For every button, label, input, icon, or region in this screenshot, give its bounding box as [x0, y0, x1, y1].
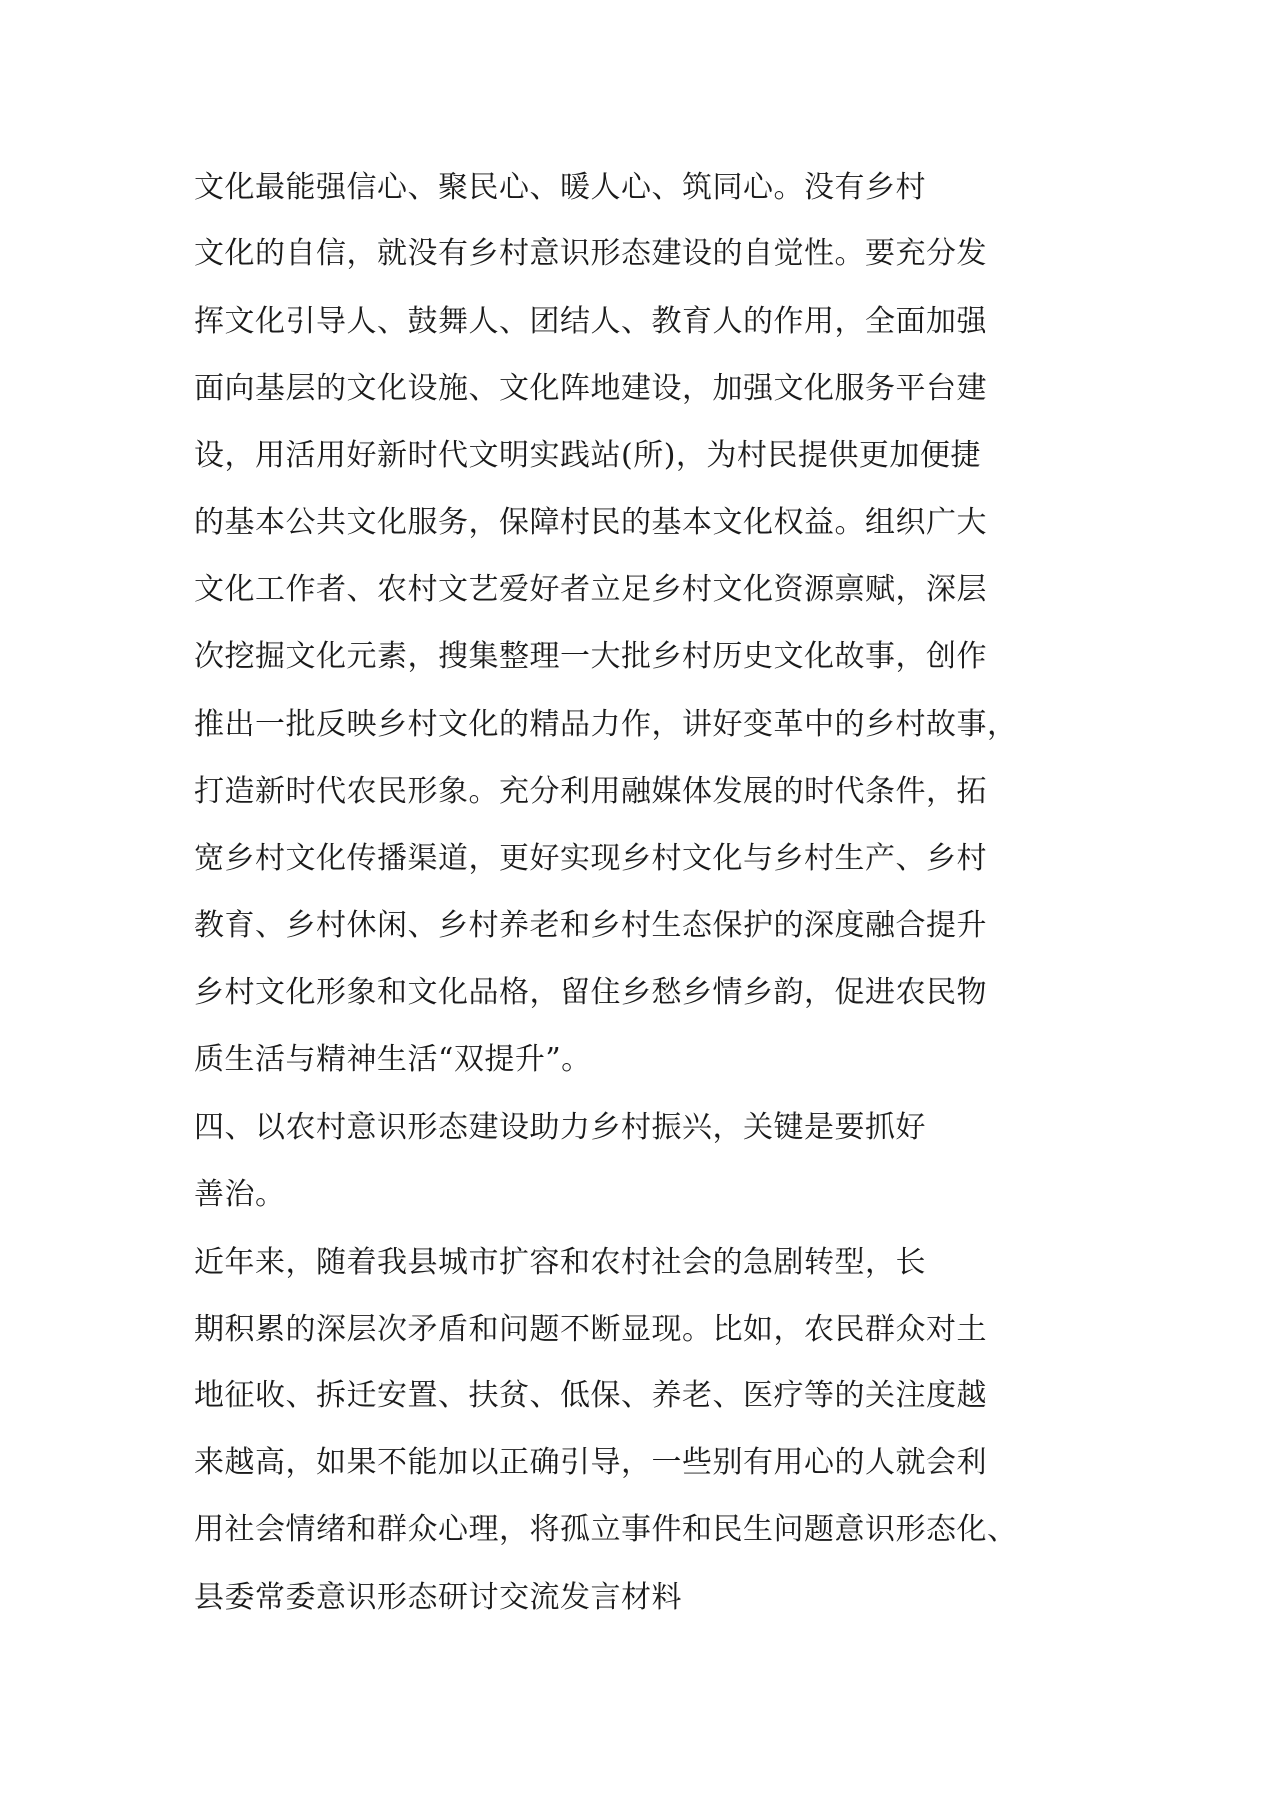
body-text-line: 文化最能强信心、聚民心、暖人心、筑同心。没有乡村 [194, 170, 926, 205]
body-text-line: 面向基层的文化设施、文化阵地建设，加强文化服务平台建 [194, 371, 987, 406]
body-text-line: 质生活与精神生活“双提升”。 [194, 1042, 592, 1077]
body-text-line: 推出一批反映乡村文化的精品力作，讲好变革中的乡村故事， [194, 707, 1018, 742]
body-text-line: 次挖掘文化元素，搜集整理一大批乡村历史文化故事，创作 [194, 639, 987, 674]
body-text-line: 文化的自信，就没有乡村意识形态建设的自觉性。要充分发 [194, 236, 987, 271]
section-heading-line: 善治。 [194, 1177, 286, 1212]
body-text-line: 宽乡村文化传播渠道，更好实现乡村文化与乡村生产、乡村 [194, 841, 987, 876]
body-text-line: 乡村文化形象和文化品格，留住乡愁乡情乡韵，促进农民物 [194, 975, 987, 1010]
body-text-line: 用社会情绪和群众心理，将孤立事件和民生问题意识形态化、 [194, 1512, 1018, 1547]
body-text-line: 地征收、拆迁安置、扶贫、低保、养老、医疗等的关注度越 [194, 1378, 987, 1413]
body-text-line: 打造新时代农民形象。充分利用融媒体发展的时代条件，拓 [194, 774, 987, 809]
body-text-line: 挥文化引导人、鼓舞人、团结人、教育人的作用，全面加强 [194, 304, 987, 339]
body-text-line: 的基本公共文化服务，保障村民的基本文化权益。组织广大 [194, 505, 987, 540]
body-text-line: 文化工作者、农村文艺爱好者立足乡村文化资源禀赋，深层 [194, 572, 987, 607]
document-title-line: 县委常委意识形态研讨交流发言材料 [194, 1580, 682, 1615]
body-text-line: 教育、乡村休闲、乡村养老和乡村生态保护的深度融合提升 [194, 908, 987, 943]
section-heading-line: 四、以农村意识形态建设助力乡村振兴，关键是要抓好 [194, 1110, 926, 1145]
body-text-line: 近年来，随着我县城市扩容和农村社会的急剧转型，长 [194, 1245, 926, 1280]
body-text-line: 设，用活用好新时代文明实践站(所)，为村民提供更加便捷 [194, 438, 981, 473]
body-text-line: 期积累的深层次矛盾和问题不断显现。比如，农民群众对土 [194, 1312, 987, 1347]
body-text-line: 来越高，如果不能加以正确引导，一些别有用心的人就会利 [194, 1445, 987, 1480]
